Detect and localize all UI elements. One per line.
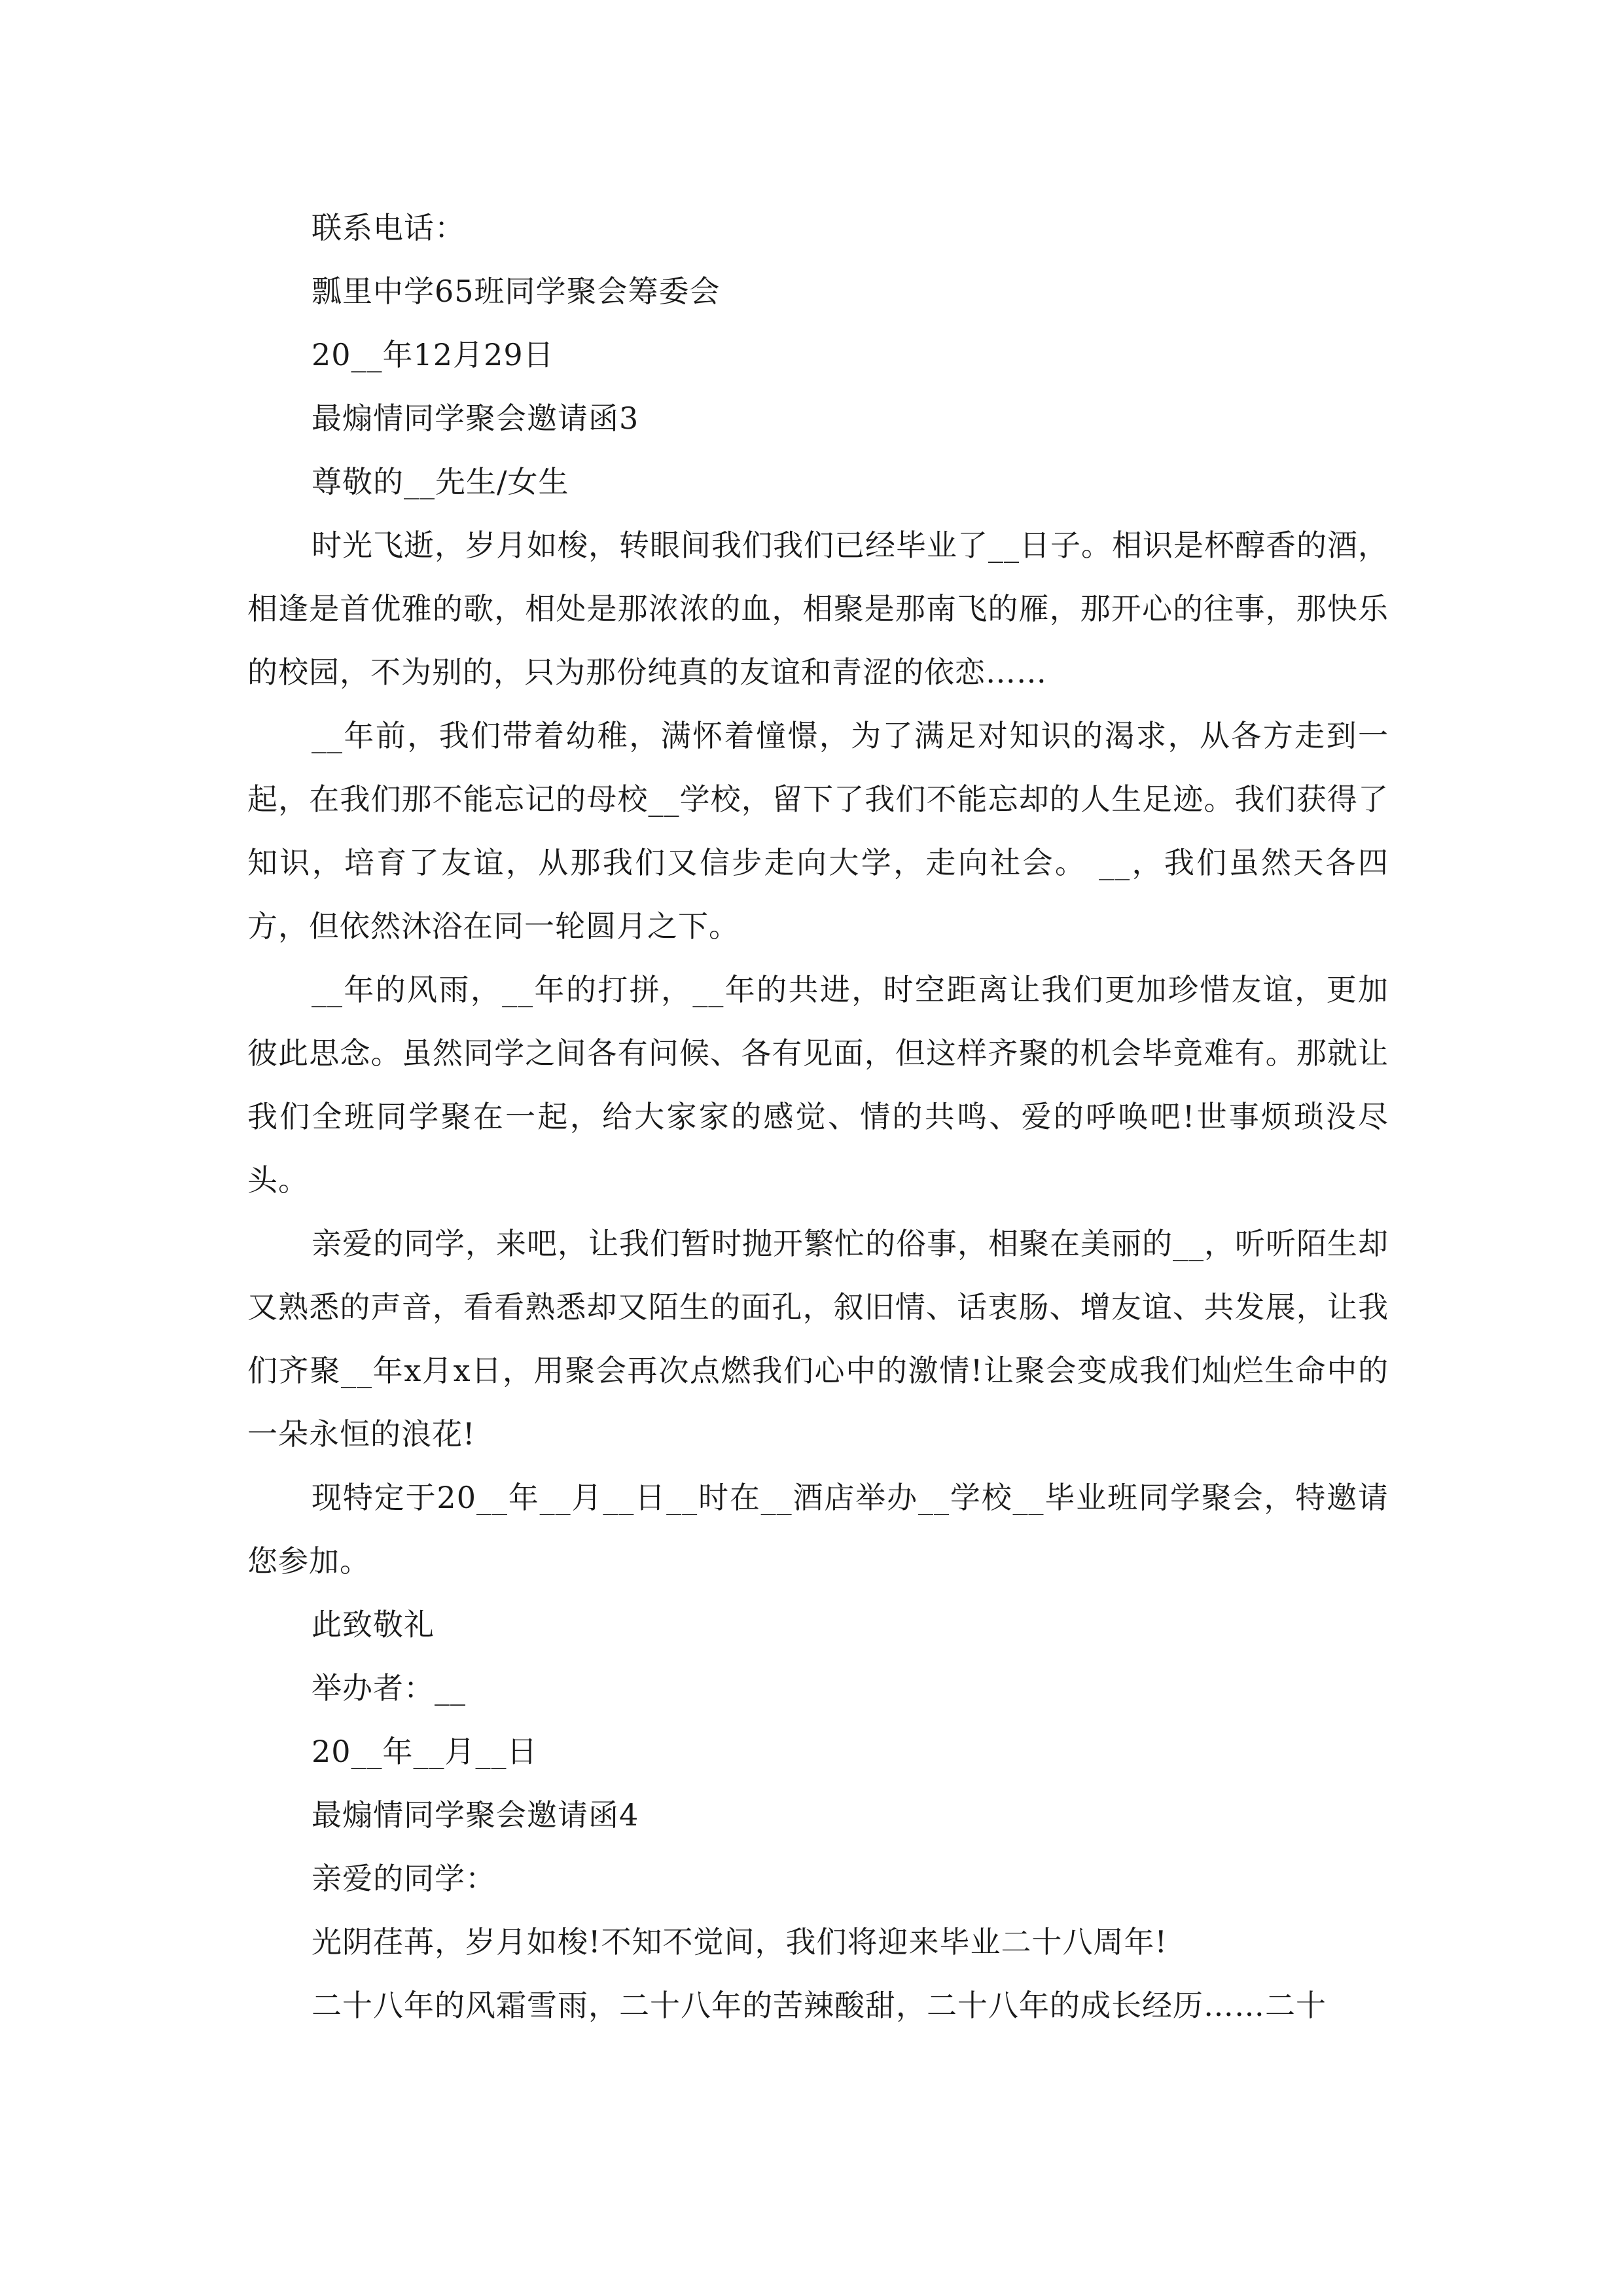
contact-line: 联系电话： — [312, 210, 465, 245]
section-title-4: 最煽情同学聚会邀请函4 — [312, 1797, 639, 1833]
section-title-3: 最煽情同学聚会邀请函3 — [312, 401, 639, 436]
paragraph: __年的风雨，__年的打拼，__年的共进，时空距离让我们更加珍惜友谊，更加彼此思念。虽然同学之间各有问候、各有见面，但这样齐聚的机会毕竟难有。那就让我们全班同学聚在一起，给大家家的感觉、情的共鸣、爱的呼唤吧!世事烦琐没尽头。 — [247, 972, 1389, 1198]
closing-date-line: 20__年__月__日 — [312, 1734, 538, 1769]
salutation-3: 尊敬的__先生/女生 — [312, 464, 569, 499]
paragraph: 现特定于20__年__月__日__时在__酒店举办__学校__毕业班同学聚会，特邀请您参加。 — [247, 1480, 1389, 1579]
section4-line-2: 二十八年的风霜雪雨，二十八年的苦辣酸甜，二十八年的成长经历……二十 — [312, 1988, 1327, 2023]
salutation-4: 亲爱的同学： — [312, 1861, 496, 1896]
document-body — [247, 196, 1389, 2037]
committee-line: 瓢里中学65班同学聚会筹委会 — [312, 274, 721, 309]
section4-line-1: 光阴荏苒，岁月如梭!不知不觉间，我们将迎来毕业二十八周年! — [312, 1924, 1168, 1960]
regards-line: 此致敬礼 — [312, 1607, 435, 1642]
paragraph: 亲爱的同学，来吧，让我们暂时抛开繁忙的俗事，相聚在美丽的__，听听陌生却又熟悉的声音，看看熟悉却又陌生的面孔，叙旧情、话衷肠、增友谊、共发展，让我们齐聚__年x月x日，用聚会再次点燃我们心中的激情!让聚会变成我们灿烂生命中的一朵永恒的浪花! — [247, 1226, 1389, 1452]
paragraph: __年前，我们带着幼稚，满怀着憧憬，为了满足对知识的渴求，从各方走到一起，在我们那不能忘记的母校__学校，留下了我们不能忘却的人生足迹。我们获得了知识，培育了友谊，从那我们又信步走向大学，走向社会。 __，我们虽然天各四方，但依然沐浴在同一轮圆月之下。 — [247, 718, 1389, 944]
organizer-line: 举办者：__ — [312, 1670, 466, 1706]
paragraph: 时光飞逝，岁月如梭，转眼间我们我们已经毕业了__日子。相识是杯醇香的酒，相逢是首优雅的歌，相处是那浓浓的血，相聚是那南飞的雁，那开心的往事，那快乐的校园，不为别的，只为那份纯真的友谊和青涩的依恋…… — [247, 528, 1389, 690]
date-line: 20__年12月29日 — [312, 337, 554, 372]
